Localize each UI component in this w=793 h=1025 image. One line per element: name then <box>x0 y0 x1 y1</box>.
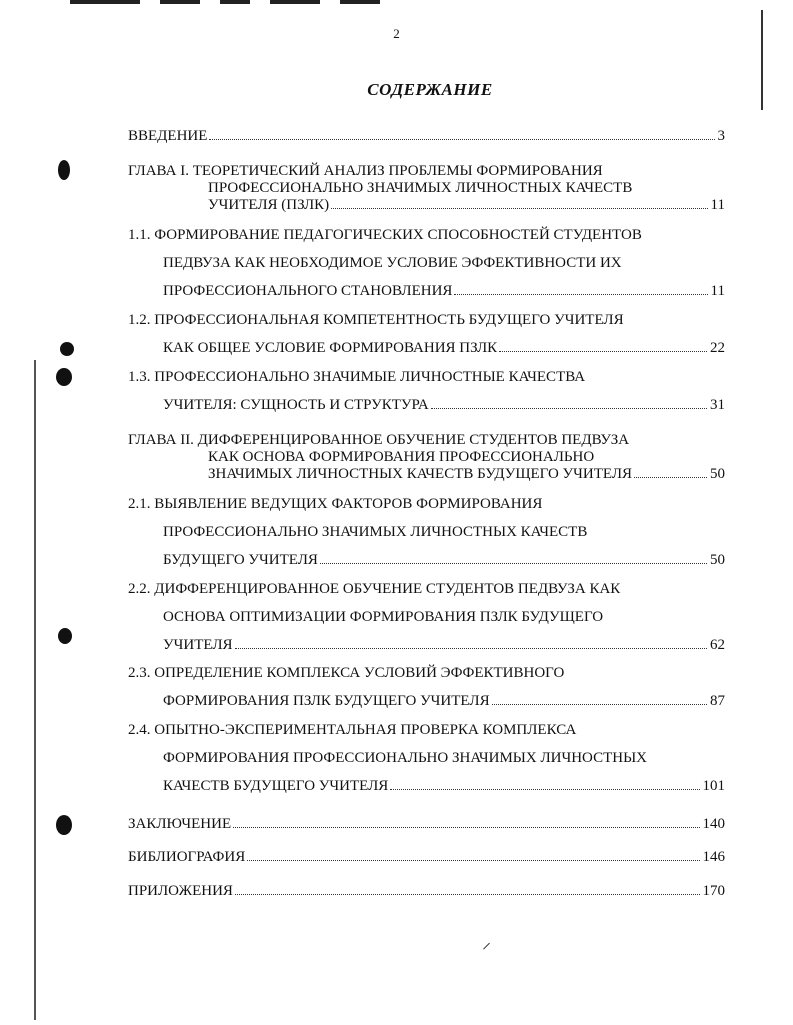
toc-entry-text: БИБЛИОГРАФИЯ <box>128 849 246 865</box>
toc-page-number: 3 <box>717 128 725 144</box>
toc-entry-chapter-1 <box>128 163 725 214</box>
scan-edge-top <box>70 0 390 6</box>
toc-page-number: 87 <box>710 693 725 709</box>
toc-entry-bibliography <box>128 849 725 866</box>
toc-entry-text: 2.2. ДИФФЕРЕНЦИРОВАННОЕ ОБУЧЕНИЕ СТУДЕНТОВ ПЕДВУЗА КАК <box>128 581 621 597</box>
punch-hole-mark-4 <box>58 628 72 644</box>
toc-page-number: 101 <box>702 778 725 794</box>
toc-entry-text: 1.2. ПРОФЕССИОНАЛЬНАЯ КОМПЕТЕНТНОСТЬ БУДУЩЕГО УЧИТЕЛЯ <box>128 312 624 328</box>
toc-entry-section-2-4 <box>128 716 725 800</box>
toc-entry-text: КАК ОСНОВА ФОРМИРОВАНИЯ ПРОФЕССИОНАЛЬНО <box>208 449 595 465</box>
punch-hole-mark-2 <box>60 342 74 356</box>
toc-entry-text: 2.3. ОПРЕДЕЛЕНИЕ КОМПЛЕКСА УСЛОВИЙ ЭФФЕКТИВНОГО <box>128 665 565 681</box>
toc-entry-section-1-1 <box>128 221 725 305</box>
punch-hole-mark-1 <box>58 160 70 180</box>
toc-entry-text: УЧИТЕЛЯ <box>163 637 233 653</box>
toc-entry-text: КАЧЕСТВ БУДУЩЕГО УЧИТЕЛЯ <box>163 778 389 794</box>
toc-entry-text: 2.1. ВЫЯВЛЕНИЕ ВЕДУЩИХ ФАКТОРОВ ФОРМИРОВАНИЯ <box>128 496 543 512</box>
page-number: 2 <box>393 26 400 41</box>
toc-page-number: 50 <box>710 466 725 482</box>
toc-page-number: 140 <box>702 816 725 832</box>
toc-entry-text: ОСНОВА ОПТИМИЗАЦИИ ФОРМИРОВАНИЯ ПЗЛК БУДУЩЕГО <box>163 609 604 625</box>
toc-entry-text: 1.3. ПРОФЕССИОНАЛЬНО ЗНАЧИМЫЕ ЛИЧНОСТНЫЕ КАЧЕСТВА <box>128 369 586 385</box>
toc-page-number: 11 <box>710 283 725 299</box>
toc-entry-text: ПРОФЕССИОНАЛЬНО ЗНАЧИМЫХ ЛИЧНОСТНЫХ КАЧЕСТВ <box>208 180 633 196</box>
pen-mark: ⸝ <box>482 932 491 952</box>
toc-entry-text: ВВЕДЕНИЕ <box>128 128 208 144</box>
toc-entry-text: ГЛАВА I. ТЕОРЕТИЧЕСКИЙ АНАЛИЗ ПРОБЛЕМЫ ФОРМИРОВАНИЯ <box>128 163 603 179</box>
toc-entry-text: УЧИТЕЛЯ (ПЗЛК) <box>208 197 330 213</box>
toc-entry-chapter-2 <box>128 432 725 483</box>
toc-entry-section-2-1 <box>128 490 725 574</box>
toc-page-number: 50 <box>710 552 725 568</box>
toc-page-number: 22 <box>710 340 725 356</box>
toc-entry-text: ПРОФЕССИОНАЛЬНО ЗНАЧИМЫХ ЛИЧНОСТНЫХ КАЧЕСТВ <box>163 524 588 540</box>
toc-entry-text: ЗНАЧИМЫХ ЛИЧНОСТНЫХ КАЧЕСТВ БУДУЩЕГО УЧИТЕЛЯ <box>208 466 633 482</box>
toc-entry-appendices <box>128 883 725 900</box>
toc-entry-text: БУДУЩЕГО УЧИТЕЛЯ <box>163 552 318 568</box>
toc-title: СОДЕРЖАНИЕ <box>367 80 493 99</box>
toc-entry-text: ПЕДВУЗА КАК НЕОБХОДИМОЕ УСЛОВИЕ ЭФФЕКТИВНОСТИ ИХ <box>163 255 622 271</box>
toc-page-number: 146 <box>702 849 725 865</box>
toc-entry-text: 2.4. ОПЫТНО-ЭКСПЕРИМЕНТАЛЬНАЯ ПРОВЕРКА КОМПЛЕКСА <box>128 722 577 738</box>
scan-edge-left <box>34 360 36 1020</box>
toc-entry-text: КАК ОБЩЕЕ УСЛОВИЕ ФОРМИРОВАНИЯ ПЗЛК <box>163 340 498 356</box>
toc-page-number: 170 <box>702 883 725 899</box>
toc-entry-text: 1.1. ФОРМИРОВАНИЕ ПЕДАГОГИЧЕСКИХ СПОСОБНОСТЕЙ СТУДЕНТОВ <box>128 227 642 243</box>
toc-entry-conclusion <box>128 816 725 833</box>
toc-page-number: 62 <box>710 637 725 653</box>
toc-entry-section-2-2 <box>128 575 725 659</box>
toc-page-number: 11 <box>710 197 725 213</box>
toc-entry-introduction <box>128 128 725 145</box>
toc-entry-text: ФОРМИРОВАНИЯ ПЗЛК БУДУЩЕГО УЧИТЕЛЯ <box>163 693 490 709</box>
toc-entry-text: УЧИТЕЛЯ: СУЩНОСТЬ И СТРУКТУРА <box>163 397 429 413</box>
toc-entry-text: ГЛАВА II. ДИФФЕРЕНЦИРОВАННОЕ ОБУЧЕНИЕ СТУДЕНТОВ ПЕДВУЗА <box>128 432 630 448</box>
toc-entry-section-2-3 <box>128 659 725 715</box>
punch-hole-mark-3 <box>56 368 72 386</box>
toc-entry-text: ФОРМИРОВАНИЯ ПРОФЕССИОНАЛЬНО ЗНАЧИМЫХ ЛИЧНОСТНЫХ <box>163 750 647 766</box>
toc-entry-text: ЗАКЛЮЧЕНИЕ <box>128 816 232 832</box>
punch-hole-mark-5 <box>56 815 72 835</box>
toc-page-number: 31 <box>710 397 725 413</box>
toc-entry-text: ПРОФЕССИОНАЛЬНОГО СТАНОВЛЕНИЯ <box>163 283 453 299</box>
toc-entry-section-1-2 <box>128 306 725 362</box>
toc-entry-text: ПРИЛОЖЕНИЯ <box>128 883 233 899</box>
toc-entry-section-1-3 <box>128 363 725 419</box>
